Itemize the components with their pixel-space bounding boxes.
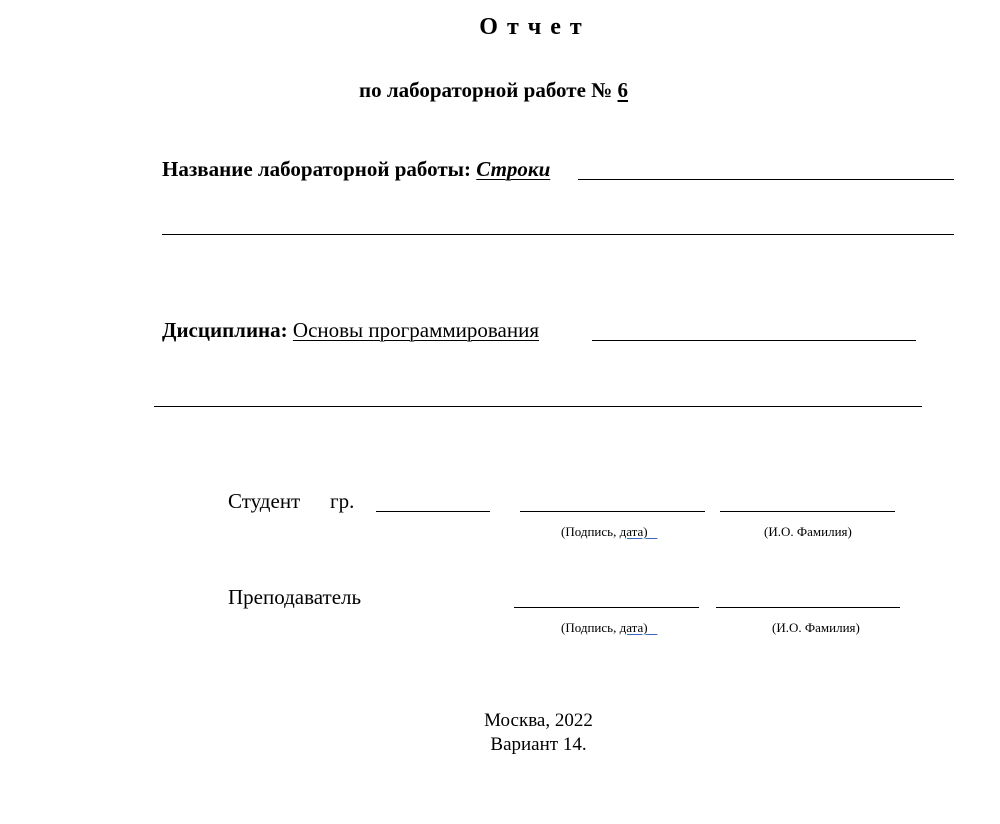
variant: Вариант 14.: [490, 734, 587, 755]
report-subtitle: [359, 78, 674, 103]
teacher-signature-caption: [561, 620, 657, 636]
subtitle-prefix: по лабораторной работе №: [359, 78, 613, 102]
city-year: Москва, 2022: [484, 710, 593, 731]
teacher-signature-field[interactable]: [514, 607, 699, 608]
lab-title-blank-line: [162, 234, 954, 235]
lab-title-underline: [578, 179, 954, 180]
lab-title-value: Строки: [476, 157, 551, 181]
student-signature-field[interactable]: [520, 511, 705, 512]
discipline-blank-line: [154, 406, 922, 407]
discipline-value: Основы программирования: [292, 318, 539, 342]
student-signature-caption: [561, 524, 657, 540]
discipline-label: Дисциплина:: [162, 318, 288, 342]
student-label: Студент: [228, 489, 301, 513]
discipline-underline: [592, 340, 916, 341]
lab-number: 6: [617, 78, 629, 102]
student-group-field[interactable]: [376, 511, 490, 512]
student-name-field[interactable]: [720, 511, 895, 512]
lab-title-line: [162, 157, 550, 182]
signature-caption-date: дата): [619, 524, 648, 539]
discipline-line: [162, 318, 539, 343]
teacher-name-caption: (И.О. Фамилия): [772, 620, 860, 635]
lab-title-label: Название лабораторной работы:: [162, 157, 472, 181]
student-name-caption: (И.О. Фамилия): [764, 524, 852, 539]
teacher-label: Преподаватель: [228, 585, 362, 609]
signature-caption-date-underline-tail: [648, 620, 658, 635]
teacher-name-field[interactable]: [716, 607, 900, 608]
signature-caption-date: дата): [619, 620, 648, 635]
report-title: Отчет: [479, 14, 591, 40]
signature-caption-date-underline-tail: [648, 524, 658, 539]
signature-caption-prefix: (Подпись,: [561, 620, 620, 635]
student-group-label: гр.: [330, 489, 355, 513]
signature-caption-prefix: (Подпись,: [561, 524, 620, 539]
